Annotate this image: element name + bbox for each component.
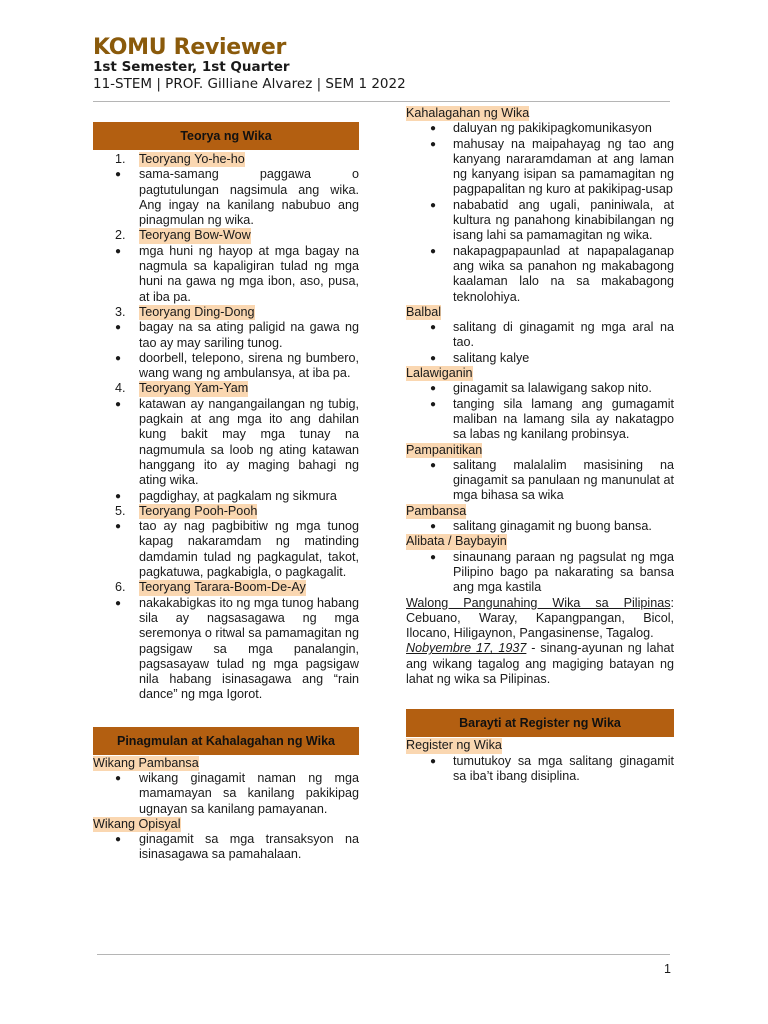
bullet-list (93, 596, 359, 703)
group-title-label: Wikang Pambansa (93, 755, 199, 770)
bullet-list (406, 320, 674, 366)
theory-number: 4. (115, 381, 126, 396)
list-item: ● ginagamit sa mga transaksyon na isinasagawa sa pamahalaan. (93, 832, 359, 863)
group-title-label: Register ng Wika (406, 738, 502, 753)
group-title (93, 756, 359, 771)
pinagmulan-list (93, 756, 359, 863)
bullet-list (93, 397, 359, 504)
section-heading-barayti: Barayti at Register ng Wika (406, 709, 674, 737)
theory-title: Teoryang Yo-he-ho (139, 152, 245, 166)
list-item: ● nakakabigkas ito ng mga tunog habang sila ay nagsasagawa ng mga seremonya o ritwal sa pamamagitan ng pagsigaw sa mga panalangin, pagsasayaw tulad ng mga pagsigaw nila habang isinasagawa ang “rain dance” ng mga Igorot. (93, 596, 359, 703)
list-item: ● salitang di ginagamit ng mga aral na tao. (406, 320, 674, 351)
section-heading-teorya: Teorya ng Wika (93, 122, 359, 150)
walong-label: Walong Pangunahing Wika sa Pilipinas (406, 595, 671, 610)
group-title-label: Alibata / Baybayin (406, 534, 507, 549)
bullet-list (406, 550, 674, 596)
document-subtitle: 1st Semester, 1st Quarter (93, 59, 290, 75)
theory-item (93, 228, 359, 243)
right-column (406, 106, 674, 784)
group-title (93, 817, 359, 832)
list-item: ● bagay na sa ating paligid na gawa ng tao ay may sariling tunog. (93, 320, 359, 351)
group-title-label: Pambansa (406, 503, 467, 518)
teorya-list (93, 152, 359, 703)
group-title-label: Wikang Opisyal (93, 816, 181, 831)
list-item: ● ginagamit sa lalawigang sakop nito. (406, 381, 674, 396)
walong-text: : Cebuano, Waray, Kapangpangan, Bicol, Ilocano, Hiligaynon, Pangasinense, Tagalog. (406, 595, 674, 641)
bullet-list (93, 832, 359, 863)
document-title: KOMU Reviewer (93, 35, 287, 60)
theory-item (93, 152, 359, 167)
group-title-label: Kahalagahan ng Wika (406, 106, 530, 120)
group-title (406, 443, 674, 458)
group-title (406, 106, 674, 121)
left-column (93, 122, 359, 863)
list-item: ● katawan ay nangangailangan ng tubig, pagkain at ang mga ito ang dahilan kung bakit may mga tunay na nagmumula sa loob ng ating katawan hanggang ito ay maging bahagi ng ating wika. (93, 397, 359, 489)
theory-number: 6. (115, 580, 126, 595)
list-item: ● daluyan ng pakikipagkomunikasyon (406, 121, 674, 136)
theory-item (93, 305, 359, 320)
theory-title: Teoryang Tarara-Boom-De-Ay (139, 580, 306, 595)
list-item: ● mahusay na maipahayag ng tao ang kanyang nararamdaman at ang laman ng kanyang isipan sa pamamagitan ng pagpapalitan ng kuro at pakikipag-usap (406, 137, 674, 198)
document-meta: 11-STEM | PROF. Gilliane Alvarez | SEM 1 2022 (93, 76, 406, 92)
list-item: ● sama-samang paggawa o pagtutulungan nagsimula ang wika. Ang ingay na kanilang nabubuo ang pinagmulan ng wika. (93, 167, 359, 228)
bullet-list (93, 771, 359, 817)
barayti-list (406, 738, 674, 784)
right-groups (406, 106, 674, 596)
theory-number: 1. (115, 152, 126, 166)
group-title-label: Balbal (406, 304, 442, 319)
bullet-list (406, 458, 674, 504)
theory-number: 2. (115, 228, 126, 243)
bullet-list (93, 320, 359, 381)
list-item: ● sinaunang paraan ng pagsulat ng mga Pilipino bago pa nakarating sa bansa ang mga kastila (406, 550, 674, 596)
list-item: ● salitang malalalim masisining na ginagamit sa panulaan ng manunulat at mga bihasa sa wika (406, 458, 674, 504)
bullet-list (406, 121, 674, 305)
group-title (406, 504, 674, 519)
nobyembre-text: - sinang-ayunan ng lahat ang wikang tagalog ang magiging batayan ng lahat ng wika sa Pilipinas. (406, 641, 674, 686)
nobyembre-paragraph (406, 641, 674, 687)
bullet-list (406, 381, 674, 442)
theory-item (93, 504, 359, 519)
bullet-list (93, 244, 359, 305)
list-item: ● salitang ginagamit ng buong bansa. (406, 519, 674, 534)
group-title-label: Lalawiganin (406, 366, 473, 381)
group-title (406, 738, 674, 753)
theory-title: Teoryang Pooh-Pooh (139, 503, 258, 518)
list-item: ● wikang ginagamit naman ng mga mamamayan sa kanilang pakikipag ugnayan sa kanilang pamayanan. (93, 771, 359, 817)
bullet-list (93, 167, 359, 228)
list-item: ● nakapagpapaunlad at napapalaganap ang wika sa panahon ng makabagong kaalaman lalo na sa makabagong teknolohiya. (406, 244, 674, 305)
theory-item (93, 381, 359, 396)
list-item: ● salitang kalye (406, 351, 674, 366)
bullet-list (93, 519, 359, 580)
theory-number: 3. (115, 304, 126, 319)
theory-number: 5. (115, 503, 126, 518)
nobyembre-date: Nobyembre 17, 1937 (406, 641, 527, 656)
theory-item (93, 580, 359, 595)
footer-divider (97, 954, 670, 955)
list-item: ● mga huni ng hayop at mga bagay na nagmula sa kapaligiran tulad ng mga huni na gawa ng mga ibon, aso, pusa, at iba pa. (93, 244, 359, 305)
list-item: ● tumutukoy sa mga salitang ginagamit sa iba’t ibang disiplina. (406, 754, 674, 785)
list-item: ● nababatid ang ugali, paniniwala, at kultura ng panahong kinabibilangan ng isang lahi sa pamamagitan ng wika. (406, 198, 674, 244)
walong-paragraph (406, 596, 674, 642)
bullet-list (406, 519, 674, 534)
group-title-label: Pampanitikan (406, 442, 483, 457)
list-item: ● pagdighay, at pagkalam ng sikmura (93, 489, 359, 504)
theory-title: Teoryang Yam-Yam (139, 381, 249, 396)
group-title (406, 305, 674, 320)
page-number: 1 (664, 962, 671, 976)
theory-title: Teoryang Ding-Dong (139, 304, 255, 319)
group-title (406, 366, 674, 381)
bullet-list (406, 754, 674, 785)
header-divider (93, 101, 670, 102)
document-header (93, 34, 406, 93)
theory-title: Teoryang Bow-Wow (139, 228, 251, 243)
list-item: ● doorbell, telepono, sirena ng bumbero, wang wang ng ambulansya, at iba pa. (93, 351, 359, 382)
section-heading-pinagmulan: Pinagmulan at Kahalagahan ng Wika (93, 727, 359, 755)
list-item: ● tanging sila lamang ang gumagamit maliban na lamang sila ay nakatagpo sa labas ng kanilang probinsya. (406, 397, 674, 443)
list-item: ● tao ay nag pagbibitiw ng mga tunog kapag nakaramdam ng matinding damdamin tulad ng pagkagulat, takot, pagkatuwa, pagkabigla, o pagkagalit. (93, 519, 359, 580)
group-title (406, 534, 674, 549)
